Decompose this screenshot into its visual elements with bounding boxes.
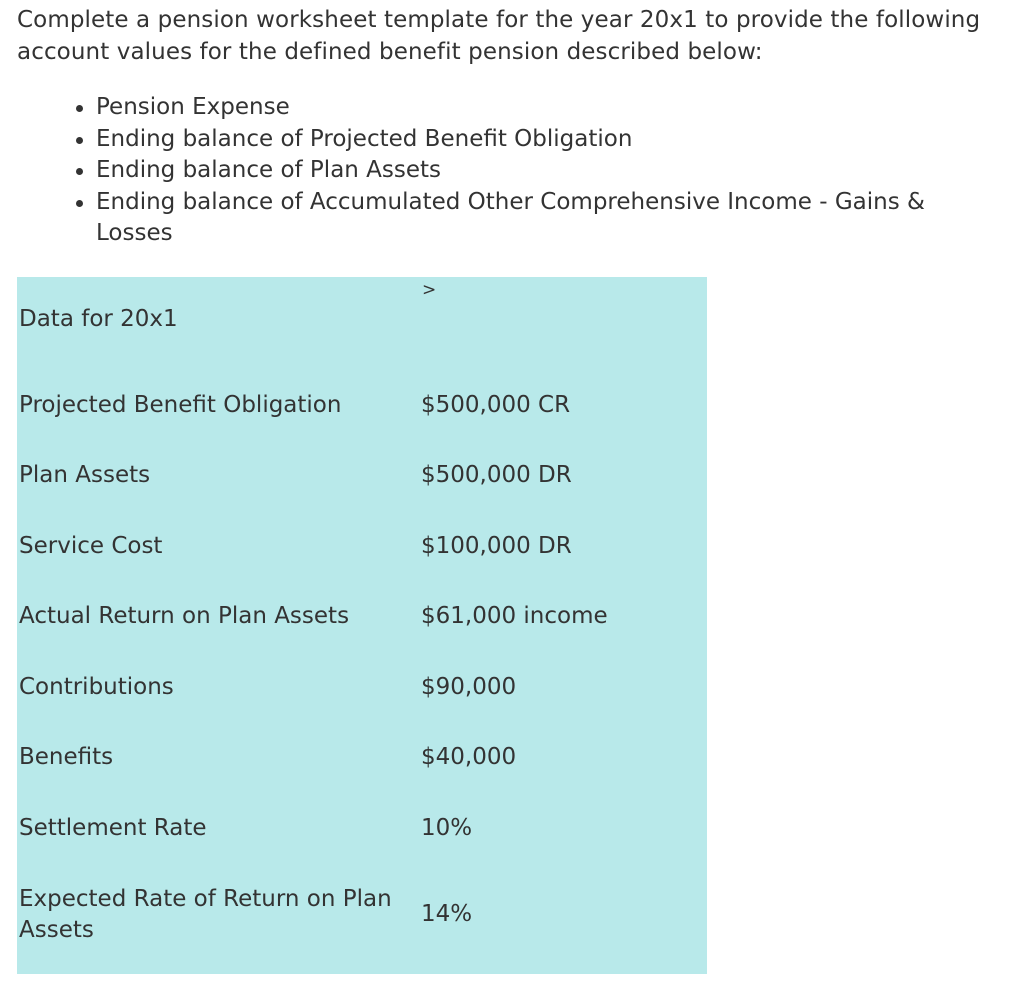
data-table — [17, 277, 707, 974]
list-item: Ending balance of Projected Benefit Obligation — [96, 124, 976, 156]
caret-indicator: > — [422, 280, 437, 300]
row-label-expected-return: Expected Rate of Return on Plan Assets — [19, 886, 392, 943]
row-label-contributions: Contributions — [19, 674, 174, 700]
instructions-text: Complete a pension worksheet template for the year 20x1 to provide the following account values for the defined benefit pension described below: — [17, 7, 981, 65]
row-label-settlement-rate: Settlement Rate — [19, 815, 207, 841]
row-label-plan-assets: Plan Assets — [19, 462, 151, 488]
list-item: Ending balance of Accumulated Other Comprehensive Income - Gains & Losses — [96, 187, 976, 250]
row-value-service-cost: $100,000 DR — [421, 533, 572, 559]
list-item: Ending balance of Plan Assets — [96, 155, 976, 187]
required-values-list — [96, 92, 976, 250]
row-value-actual-return: $61,000 income — [421, 603, 608, 629]
list-item: Pension Expense — [96, 92, 976, 124]
row-label-benefits: Benefits — [19, 744, 114, 770]
row-value-plan-assets: $500,000 DR — [421, 462, 572, 488]
row-label-pbo: Projected Benefit Obligation — [19, 392, 342, 418]
row-value-expected-return: 14% — [421, 901, 473, 927]
row-value-settlement-rate: 10% — [421, 815, 473, 841]
row-value-contributions: $90,000 — [421, 674, 517, 700]
row-label-actual-return: Actual Return on Plan Assets — [19, 603, 350, 629]
table-header: Data for 20x1 — [19, 306, 178, 332]
row-label-service-cost: Service Cost — [19, 533, 163, 559]
row-value-benefits: $40,000 — [421, 744, 517, 770]
row-value-pbo: $500,000 CR — [421, 392, 571, 418]
